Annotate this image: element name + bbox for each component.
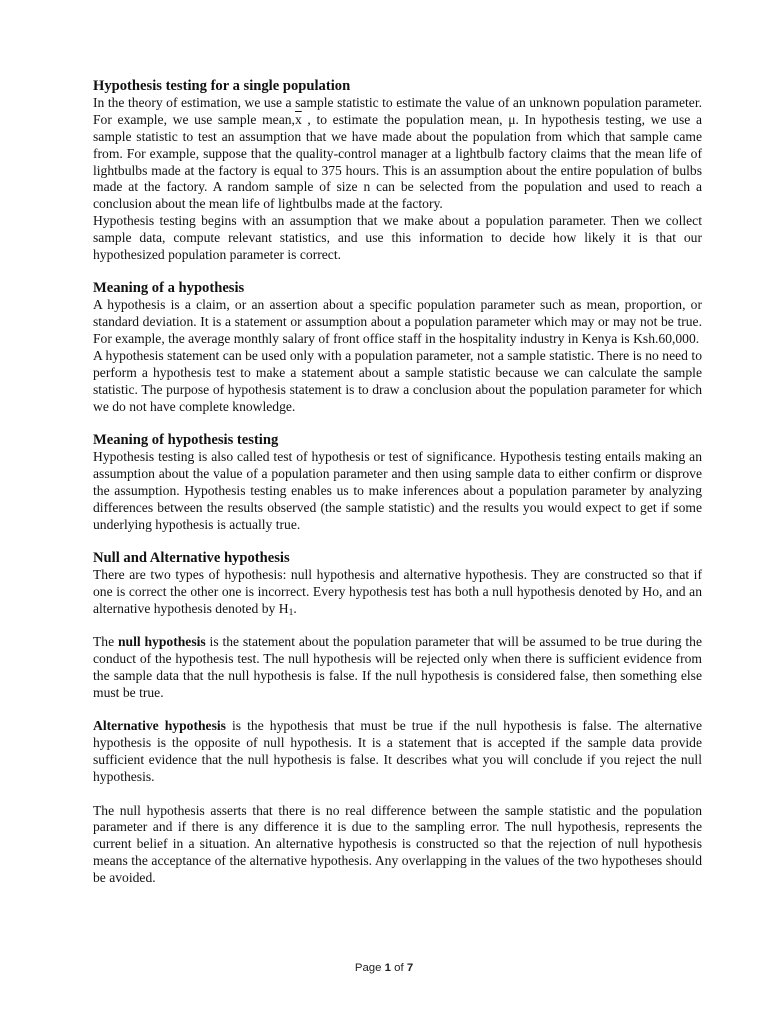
paragraph-two-types-end: . xyxy=(293,600,297,616)
paragraph-hypothesis-claim: A hypothesis is a claim, or an assertion about a specific population parameter such as mean, proportion, or standard deviation. It is a statement or assumption about a population parameter which may or may not be true. For example, the average monthly salary of front office staff in the hospitality industry in Kenya is Ksh.60,000. xyxy=(93,297,702,347)
paragraph-estimation-text-2: , to estimate the population mean, μ. In hypothesis testing, we use a sample statistic to test an assumption that we have made about the population from which that sample came from. For example, suppose that the quality-control manager at a lightbulb factory claims that the mean life of lightbulbs made at the factory is equal to 375 hours. This is an assumption about the entire population of bulbs made at the factory. A random sample of size n can be selected from the population and used to reach a conclusion about the mean life of lightbulbs made at the factory. xyxy=(93,111,702,212)
paragraph-hypothesis-statement: A hypothesis statement can be used only with a population parameter, not a sample statistic. There is no need to perform a hypothesis test to make a statement about a sample statistic because we can calculate the sample statistic. The purpose of hypothesis statement is to draw a conclusion about the population parameter for which we do not have complete knowledge. xyxy=(93,348,702,414)
paragraph-null-hypothesis xyxy=(93,634,702,702)
current-page-number: 1 xyxy=(384,962,391,974)
paragraph-estimation xyxy=(93,95,702,213)
paragraph-two-types xyxy=(93,567,702,618)
heading-meaning-hypothesis: Meaning of a hypothesis xyxy=(93,280,245,297)
document-page xyxy=(93,78,702,904)
page-footer xyxy=(0,962,768,974)
page-word: Page xyxy=(354,962,385,974)
h1-subscript: 1 xyxy=(288,607,294,618)
section-null-alternative xyxy=(93,550,702,887)
paragraph-null-asserts: The null hypothesis asserts that there is no real difference between the sample statistic and the population parameter and if there is any difference it is due to the sampling error. The null hypothesis, represents the current belief in a situation. An alternative hypothesis is constructed so that the rejection of null hypothesis means the acceptance of the alternative hypothesis. Any overlapping in the values of the two hypotheses should be avoided. xyxy=(93,802,702,886)
paragraph-estimation-text-1: In the theory of estimation, we use a sample statistic to estimate the value of an unknown population parameter. For example, we use sample mean, xyxy=(93,94,702,127)
section-meaning-testing xyxy=(93,432,702,533)
null-intro-text: The xyxy=(93,634,118,650)
null-hypothesis-text: is the statement about the population parameter that will be assumed to be true during the conduct of the hypothesis test. The null hypothesis will be rejected only when there is sufficient evidence from the sample data that the null hypothesis is false. If the null hypothesis is considered false, then something else must be true. xyxy=(93,634,703,700)
total-pages-number: 7 xyxy=(406,962,414,974)
paragraph-two-types-text: There are two types of hypothesis: null hypothesis and alternative hypothesis. They are constructed so that if one is correct the other one is incorrect. Every hypothesis test has both a null hypothesis denoted by Ho, and an alternative hypothesis denoted by H xyxy=(93,567,702,616)
heading-single-population: Hypothesis testing for a single population xyxy=(93,78,351,94)
null-hypothesis-term: null hypothesis xyxy=(117,634,206,650)
alternative-hypothesis-text: is the hypothesis that must be true if the null hypothesis is false. The alternative hypothesis is the opposite of null hypothesis. It is a statement that is accepted if the sample data provide sufficient evidence that the null hypothesis is false. It describes what you will conclude if you reject the null hypothesis. xyxy=(93,718,702,785)
x-bar-symbol: $\overline{x}$ xyxy=(294,111,302,127)
alternative-hypothesis-term: Alternative hypothesis xyxy=(93,718,226,734)
section-meaning-hypothesis xyxy=(93,280,702,415)
paragraph-testing-definition: Hypothesis testing is also called test of hypothesis or test of significance. Hypothesis testing entails making an assumption about the value of a population parameter and then using sample data to either confirm or disprove the assumption. Hypothesis testing enables us to make inferences about a population parameter by analyzing differences between the results observed (the sample statistic) and the results you would expect to get if some underlying hypothesis is actually true. xyxy=(93,449,702,532)
paragraph-alternative-hypothesis xyxy=(93,718,702,786)
of-word: of xyxy=(390,962,407,974)
heading-meaning-testing: Meaning of hypothesis testing xyxy=(93,432,279,449)
paragraph-testing-begins: Hypothesis testing begins with an assumption that we make about a population parameter. Then we collect sample data, compute relevant statistics, and use this information to decide how likely it is that our hypothesized population parameter is correct. xyxy=(93,213,702,263)
section-single-population xyxy=(93,78,702,264)
heading-null-alternative: Null and Alternative hypothesis xyxy=(93,550,290,567)
